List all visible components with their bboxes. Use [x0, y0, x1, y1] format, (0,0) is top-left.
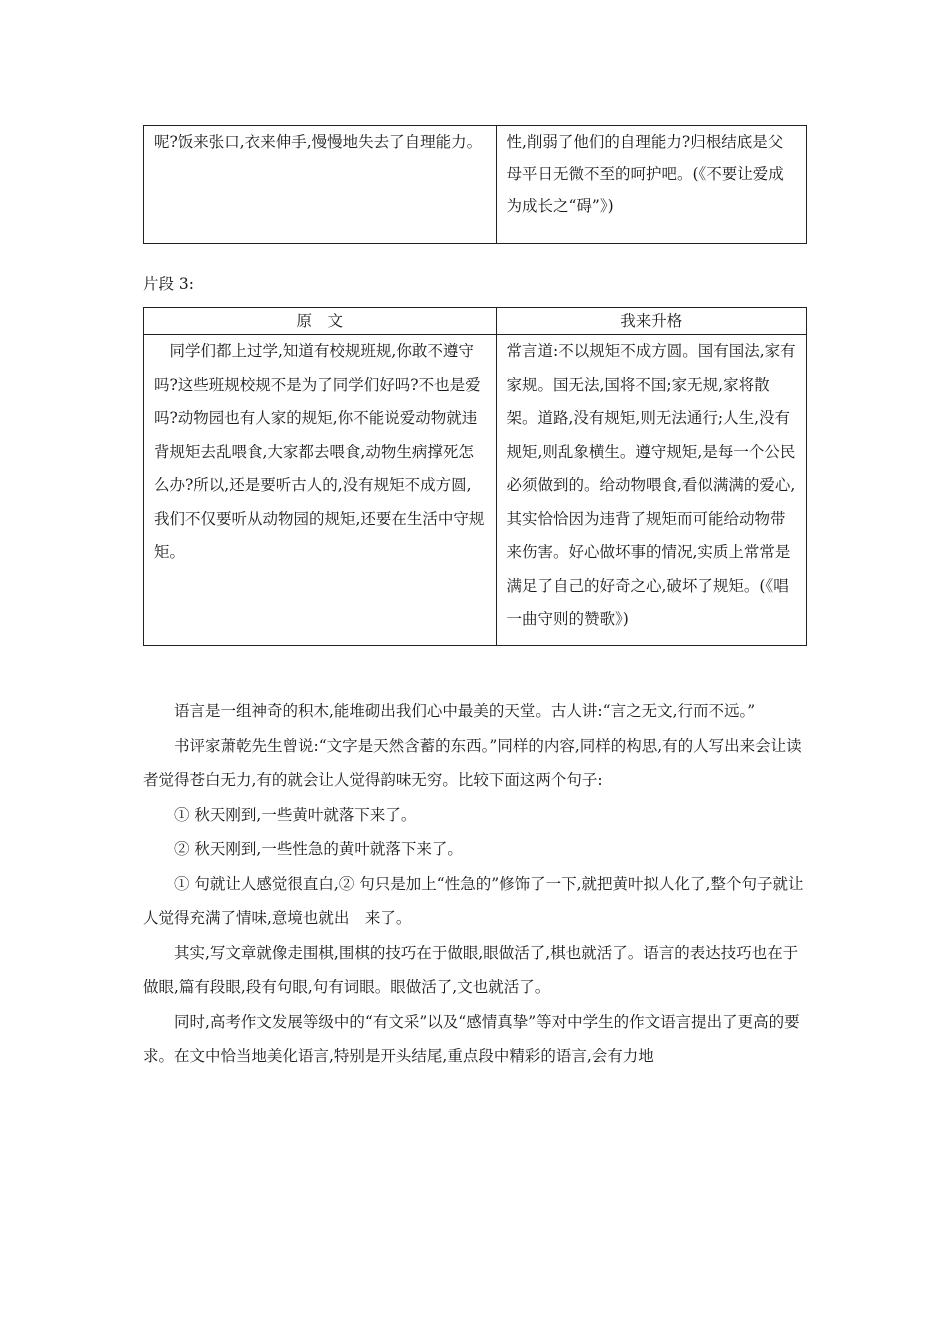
original-cell: 呢?饭来张口,衣来伸手,慢慢地失去了自理能力。	[144, 126, 497, 244]
fragment-label: 片段 3:	[143, 275, 195, 293]
example-sentence: ② 秋天刚到,一些性急的黄叶就落下来了。	[174, 840, 463, 858]
upgraded-text-cell: 常言道:不以规矩不成方圆。国有国法,家有家规。国无法,国将不国;家无规,家将散架。道路,没有规矩,则无法通行;人生,没有规矩,则乱象横生。遵守规矩,是每一个公民必须做到的。给动物喂食,看似满满的爱心,其实恰恰因为违背了规矩而可能给动物带来伤害。好心做坏事的情况,实质上常常是满足了自己的好奇之心,破坏了规矩。(《唱一曲守则的赞歌》)	[496, 335, 807, 646]
header-upgraded: 我来升格	[496, 308, 807, 335]
continuation-table	[143, 125, 807, 244]
original-text-cell	[144, 335, 497, 646]
fragment3-table	[143, 307, 807, 646]
paragraph: 同时,高考作文发展等级中的“有文采”以及“感情真挚”等对中学生的作文语言提出了更高的要求。在文中恰当地美化语言,特别是开头结尾,重点段中精彩的语言,会有力地	[143, 1012, 800, 1065]
paragraph: 书评家萧乾先生曾说:“文字是天然含蓄的东西。”同样的内容,同样的构思,有的人写出来会让读者觉得苍白无力,有的就会让人觉得韵味无穷。比较下面这两个句子:	[143, 736, 802, 789]
paragraph: 其实,写文章就像走围棋,围棋的技巧在于做眼,眼做活了,棋也就活了。语言的表达技巧也在于做眼,篇有段眼,段有句眼,句有词眼。眼做活了,文也就活了。	[143, 943, 799, 996]
paragraph: ① 句就让人感觉很直白,② 句只是加上“性急的”修饰了一下,就把黄叶拟人化了,整个句子就让人觉得充满了情味,意境也就出 来了。	[143, 874, 804, 927]
paragraph: 语言是一组神奇的积木,能堆砌出我们心中最美的天堂。古人讲:“言之无文,行而不远。”	[174, 702, 756, 720]
body-text	[143, 694, 807, 1074]
example-sentence: ① 秋天刚到,一些黄叶就落下来了。	[174, 805, 417, 824]
upgraded-cell: 性,削弱了他们的自理能力?归根结底是父母平日无微不至的呵护吧。(《不要让爱成为成长之“碍”》)	[496, 126, 807, 244]
original-text: 同学们都上过学,知道有校规班规,你敢不遵守吗?这些班规校规不是为了同学们好吗?不也是爱吗?动物园也有人家的规矩,你不能说爱动物就违背规矩去乱喂食,大家都去喂食,动物生病撑死怎么办?所以,还是要听古人的,没有规矩不成方圆,我们不仅要听从动物园的规矩,还要在生活中守规矩。	[154, 342, 485, 561]
header-original: 原 文	[144, 308, 497, 335]
